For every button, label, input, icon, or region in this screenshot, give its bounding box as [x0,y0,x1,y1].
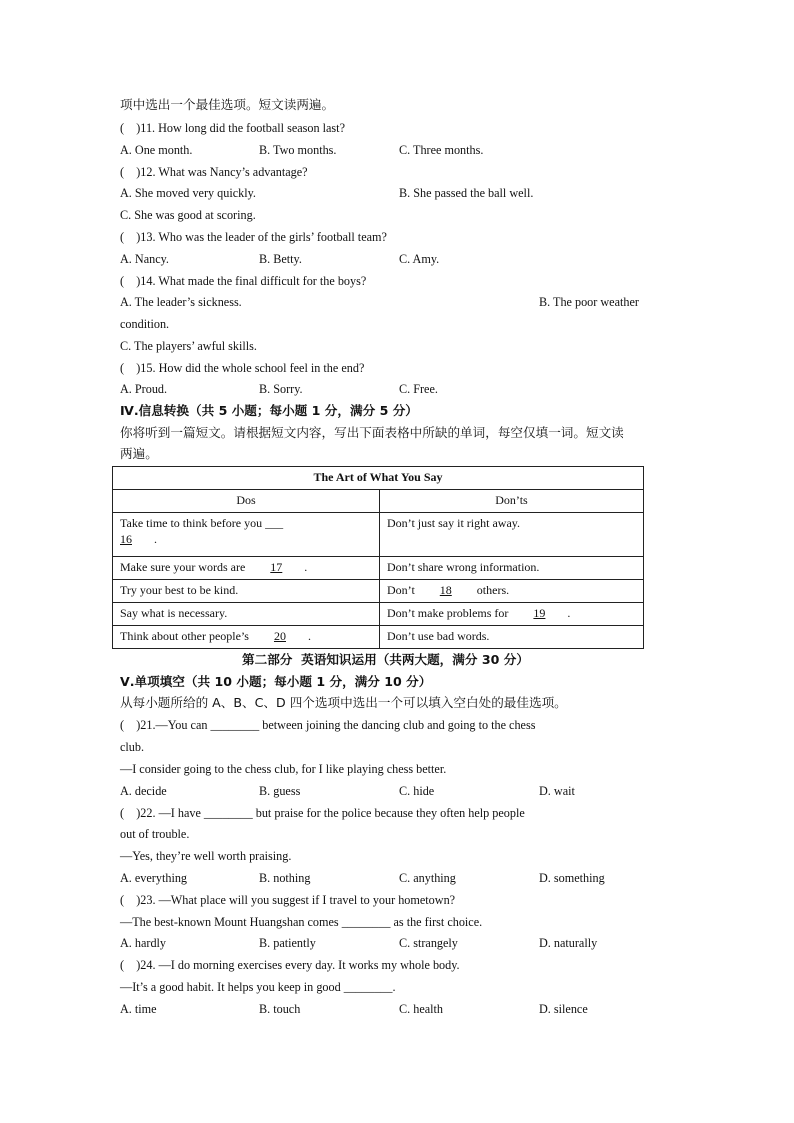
option-11a: A. One month. [120,143,193,157]
col-header-donts: Don’ts [380,490,644,513]
blank-18: 18 [439,583,452,597]
col-header-dos: Dos [113,490,380,513]
question-13: ( )13. Who was the leader of the girls’ football team? [120,230,387,244]
option-24d: D. silence [539,1002,588,1016]
option-21d: D. wait [539,784,575,798]
question-22-cont: out of trouble. [120,827,190,841]
option-14a: A. The leader’s sickness. [120,295,242,309]
option-22a: A. everything [120,871,188,885]
question-14: ( )14. What made the final difficult for the boys? [120,274,367,288]
section-5-instruction: 从每小题所给的 A、B、C、D 四个选项中选出一个可以填入空白处的最佳选项。 [120,695,567,710]
section-4-heading: Ⅳ.信息转换（共 5 小题；每小题 1 分，满分 5 分） [120,403,418,418]
option-14c: C. The players’ awful skills. [120,339,257,353]
instruction-tail: 项中选出一个最佳选项。短文读两遍。 [120,97,335,112]
table-cell: Take time to think before you ___ 16 . [113,513,380,557]
option-22b: B. nothing [259,871,311,885]
table-cell: Think about other people’s 20 . [113,626,380,649]
question-24-reply: —It’s a good habit. It helps you keep in good ________. [120,980,396,994]
section-5-heading: Ⅴ.单项填空（共 10 小题；每小题 1 分，满分 10 分） [120,674,432,689]
table-cell: Don’t share wrong information. [380,557,644,580]
blank-19: 19 [533,606,546,620]
option-11c: C. Three months. [399,143,484,157]
section-4-instruction-2: 两遍。 [120,446,158,461]
question-21-cont: club. [120,740,145,754]
question-21: ( )21.—You can ________ between joining the dancing club and going to the chess [120,718,536,732]
option-12c: C. She was good at scoring. [120,208,256,222]
option-13a: A. Nancy. [120,252,169,266]
table-cell: Don’t just say it right away. [380,513,644,557]
option-23a: A. hardly [120,936,167,950]
question-23-reply: —The best-known Mount Huangshan comes ________ as the first choice. [120,915,483,929]
question-12: ( )12. What was Nancy’s advantage? [120,165,308,179]
table-cell: Try your best to be kind. [113,580,380,603]
blank-16: 16 [120,532,132,546]
question-23: ( )23. —What place will you suggest if I travel to your hometown? [120,893,456,907]
option-21b: B. guess [259,784,301,798]
option-15b: B. Sorry. [259,382,303,396]
blank-17: 17 [270,560,283,574]
table-cell: Say what is necessary. [113,603,380,626]
option-21a: A. decide [120,784,167,798]
question-22-reply: —Yes, they’re well worth praising. [120,849,292,863]
option-24a: A. time [120,1002,157,1016]
section-4-instruction-1: 你将听到一篇短文。请根据短文内容，写出下面表格中所缺的单词，每空仅填一词。短文读 [120,425,624,440]
question-15: ( )15. How did the whole school feel in the end? [120,361,365,375]
part-2-heading: 第二部分 英语知识运用（共两大题，满分 30 分） [242,652,529,667]
table-title: The Art of What You Say [113,467,644,490]
option-22c: C. anything [399,871,456,885]
table-cell: Don’t use bad words. [380,626,644,649]
table-cell: Make sure your words are 17 . [113,557,380,580]
option-22d: D. something [539,871,605,885]
option-14b-cont: condition. [120,317,170,331]
question-24: ( )24. —I do morning exercises every day. It works my whole body. [120,958,460,972]
table-cell: Don’t 18 others. [380,580,644,603]
option-14b: B. The poor weather [539,295,639,309]
table-cell: Don’t make problems for 19 . [380,603,644,626]
option-23b: B. patiently [259,936,316,950]
option-24c: C. health [399,1002,444,1016]
option-15a: A. Proud. [120,382,168,396]
option-12a: A. She moved very quickly. [120,186,256,200]
option-12b: B. She passed the ball well. [399,186,534,200]
info-table [112,466,644,649]
question-11: ( )11. How long did the football season last? [120,121,345,135]
option-21c: C. hide [399,784,435,798]
option-23c: C. strangely [399,936,458,950]
blank-20: 20 [273,629,286,643]
option-11b: B. Two months. [259,143,337,157]
question-21-reply: —I consider going to the chess club, for I like playing chess better. [120,762,447,776]
option-13c: C. Amy. [399,252,440,266]
option-24b: B. touch [259,1002,301,1016]
option-15c: C. Free. [399,382,438,396]
question-22: ( )22. —I have ________ but praise for the police because they often help people [120,806,525,820]
option-13b: B. Betty. [259,252,302,266]
option-23d: D. naturally [539,936,598,950]
